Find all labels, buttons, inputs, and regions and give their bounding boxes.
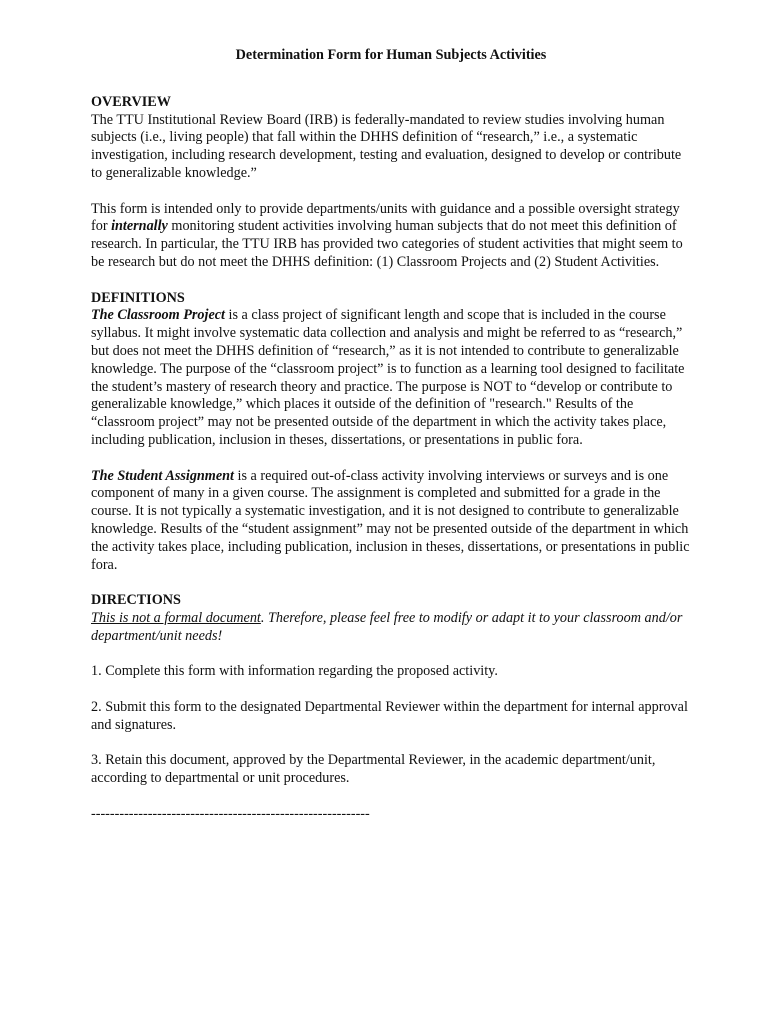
- classroom-project-text: is a class project of significant length and scope that is included in the course syllabus. It might involve systematic data collection and analysis and might be referred to as “research,” but does not meet the DHHS definition of “research,” as it is not intended to contribute to generalizable knowledge. The purpose of the “classroom project” is to function as a learning tool designed to facilitate the student’s mastery of research theory and practice. The purpose is NOT to “develop or contribute to generalizable knowledge,” which places it outside of the definition of "research." Results of the “classroom project” may not be presented outside of the department in which the activity takes place, including publication, inclusion in theses, dissertations, or presentations in public fora.: [91, 307, 685, 448]
- overview-p2-before: This form is intended only to provide departments/units with guidance and a possible oversight strategy for: [91, 200, 680, 235]
- directions-section: [91, 592, 691, 823]
- directions-note-rest: . Therefore, please feel free to modify or adapt it to your classroom and/or department/unit needs!: [91, 609, 683, 644]
- overview-section: [91, 94, 691, 272]
- directions-heading: DIRECTIONS: [91, 592, 181, 609]
- document-page: [91, 47, 691, 823]
- separator-line: -----------------------------------------------------------: [91, 805, 370, 822]
- student-assignment-text: is a required out-of-class activity involving interviews or surveys and is one component of many in a given course. The assignment is completed and submitted for a grade in the course. It is not typically a systematic investigation, and it is not designed to contribute to generalizable knowledge. Results of the “student assignment” may not be presented outside of the department in which the activity takes place, including publication, inclusion in theses, dissertations, or presentations in public fora.: [91, 467, 690, 573]
- directions-note: [91, 610, 691, 646]
- student-assignment-term: The Student Assignment: [91, 467, 234, 484]
- overview-p2-after: monitoring student activities involving human subjects that do not meet this definition of research. In particular, the TTU IRB has provided two categories of student activities that might seem to be research but do not meet the DHHS definition: (1) Classroom Projects and (2) Student Activities.: [91, 218, 683, 270]
- classroom-project-definition: [91, 307, 691, 449]
- document-title: Determination Form for Human Subjects Activities: [235, 47, 547, 63]
- directions-note-underlined: This is not a formal document: [91, 609, 261, 626]
- overview-paragraph-2: [91, 201, 691, 272]
- definitions-section: [91, 290, 691, 575]
- student-assignment-definition: [91, 468, 691, 575]
- overview-paragraph-1: The TTU Institutional Review Board (IRB) is federally-mandated to review studies involving human subjects (i.e., living people) that fall within the DHHS definition of “research,” i.e., a systematic investigation, including research development, testing and evaluation, designed to develop or contribute to generalizable knowledge.”: [91, 111, 682, 181]
- direction-step-3: 3. Retain this document, approved by the Departmental Reviewer, in the academic department/unit, according to departmental or unit procedures.: [91, 752, 656, 787]
- emphasis-internally: internally: [111, 218, 168, 235]
- direction-step-1: 1. Complete this form with information regarding the proposed activity.: [91, 663, 498, 680]
- classroom-project-term: The Classroom Project: [91, 307, 225, 324]
- overview-heading: OVERVIEW: [91, 93, 171, 110]
- direction-step-2: 2. Submit this form to the designated Departmental Reviewer within the department for internal approval and signatures.: [91, 698, 688, 733]
- definitions-heading: DEFINITIONS: [91, 289, 185, 306]
